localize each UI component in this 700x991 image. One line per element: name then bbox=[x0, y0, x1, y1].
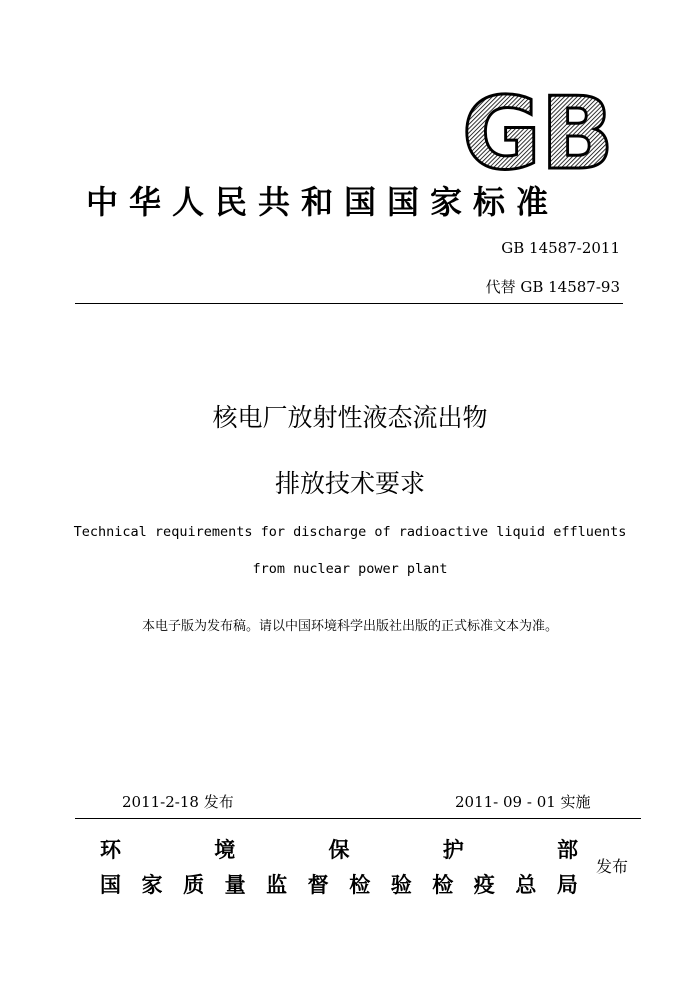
electronic-version-notice: 本电子版为发布稿。请以中国环境科学出版社出版的正式标准文本为准。 bbox=[141, 619, 558, 634]
implementation-date: 2011- 09 - 01 实施 bbox=[455, 793, 591, 811]
issuer-char: 总 bbox=[515, 873, 537, 897]
issue-date: 2011-2-18 发布 bbox=[122, 793, 234, 811]
issuer-char: 境 bbox=[214, 838, 236, 862]
issuer-char: 质 bbox=[183, 873, 205, 897]
issuer-aqsiq bbox=[100, 869, 578, 899]
english-title-line-2: from nuclear power plant bbox=[252, 561, 448, 577]
issuing-authority-title: 中华人民共和国国家标准 bbox=[86, 183, 560, 221]
english-title-line-1: Technical requirements for discharge of radioactive liquid effluents bbox=[73, 524, 627, 540]
chinese-title-line-2: 排放技术要求 bbox=[274, 469, 425, 498]
issuer-char: 量 bbox=[224, 873, 246, 897]
svg-text:GB: GB bbox=[462, 88, 614, 176]
issuer-char: 护 bbox=[442, 838, 464, 862]
issuer-char: 监 bbox=[266, 873, 288, 897]
issuer-char: 局 bbox=[556, 873, 578, 897]
top-rule bbox=[75, 303, 623, 304]
standard-replaces: 代替 GB 14587-93 bbox=[485, 278, 620, 296]
chinese-title-line-1: 核电厂放射性液态流出物 bbox=[212, 403, 488, 432]
issuer-char: 部 bbox=[557, 838, 578, 862]
gb-logo bbox=[458, 88, 618, 176]
issuer-char: 验 bbox=[390, 873, 412, 897]
publish-label: 发布 bbox=[596, 857, 629, 876]
issuer-char: 家 bbox=[141, 873, 163, 897]
issuer-environment-ministry bbox=[100, 834, 578, 864]
bottom-rule bbox=[75, 818, 641, 819]
issuer-char: 国 bbox=[100, 873, 121, 897]
issuer-char: 检 bbox=[349, 873, 371, 897]
issuer-char: 保 bbox=[328, 838, 350, 862]
standard-number: GB 14587-2011 bbox=[501, 239, 620, 257]
issuer-char: 疫 bbox=[473, 873, 495, 897]
issuer-char: 环 bbox=[100, 838, 121, 862]
issuer-char: 检 bbox=[432, 873, 454, 897]
issuer-char: 督 bbox=[307, 873, 329, 897]
